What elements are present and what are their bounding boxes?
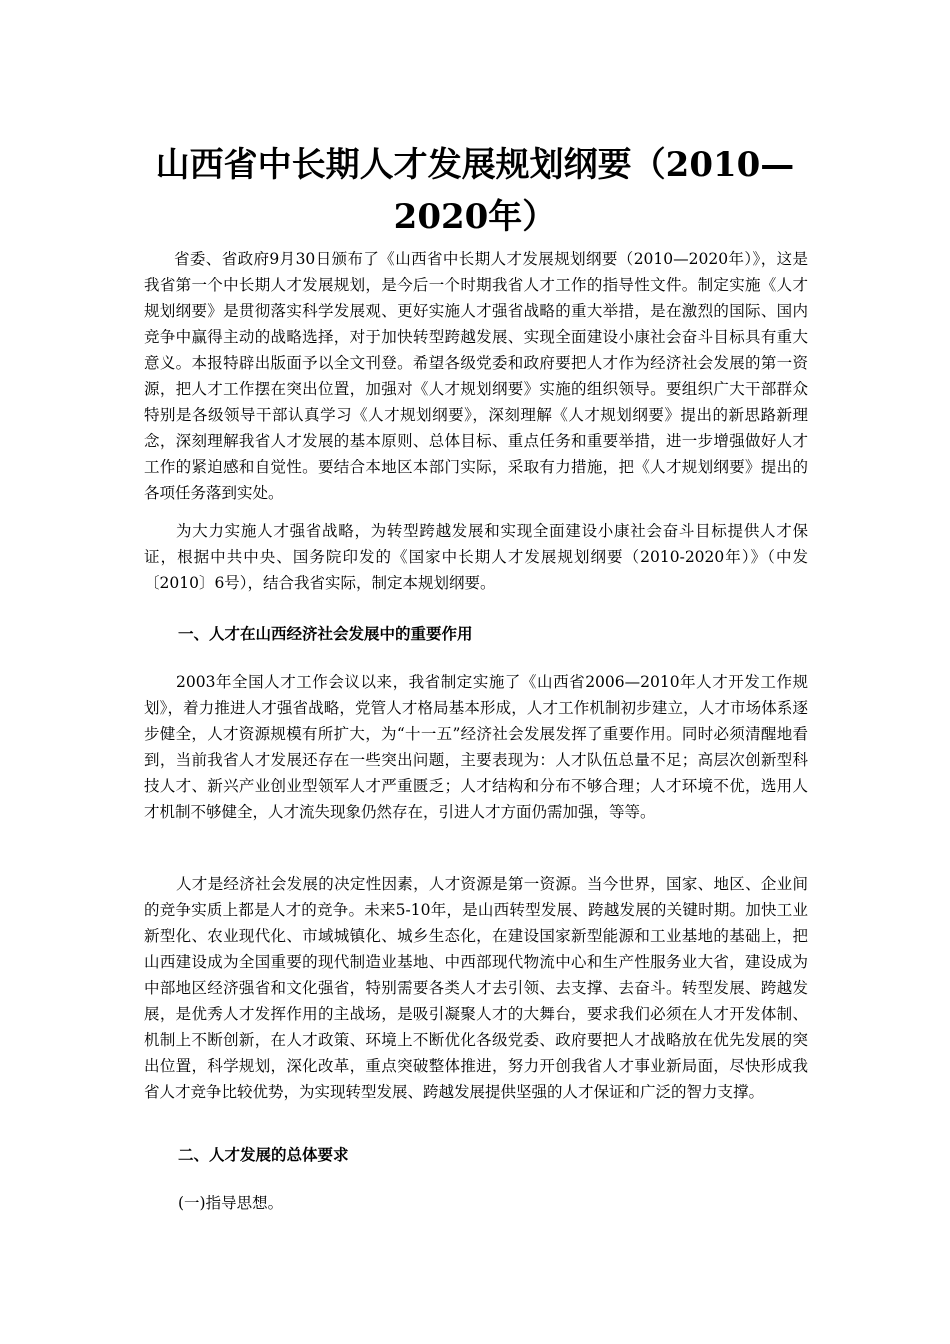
section-1-heading: 一、人才在山西经济社会发展中的重要作用 [178,625,473,643]
section-1-paragraph-1: 2003年全国人才工作会议以来，我省制定实施了《山西省2006—2010年人才开发工作规划》，着力推进人才强省战略，党管人才格局基本形成，人才工作机制初步建立，人才市场体系逐步健全，人才资源规模有所扩大，为“十一五”经济社会发展发挥了重要作用。同时必须清醒地看到，当前我省人才发展还存在一些突出问题，主要表现为：人才队伍总量不足；高层次创新型科技人才、新兴产业创业型领军人才严重匮乏；人才结构和分布不够合理；人才环境不优，选用人才机制不够健全，人才流失现象仍然存在，引进人才方面仍需加强，等等。 [144,673,808,821]
section-2-heading: 二、人才发展的总体要求 [178,1146,349,1164]
document-title: 山西省中长期人才发展规划纲要（2010—2020年） [155,145,795,237]
section-1-paragraph-2: 人才是经济社会发展的决定性因素，人才资源是第一资源。当今世界，国家、地区、企业间的竞争实质上都是人才的竞争。未来5-10年，是山西转型发展、跨越发展的关键时期。加快工业新型化、农业现代化、市域城镇化、城乡生态化，在建设国家新型能源和工业基地的基础上，把山西建设成为全国重要的现代制造业基地、中西部现代物流中心和生产性服务业大省，建设成为中部地区经济强省和文化强省，特别需要各类人才去引领、去支撑、去奋斗。转型发展、跨越发展，是优秀人才发挥作用的主战场，是吸引凝聚人才的大舞台，要求我们必须在人才开发体制、机制上不断创新，在人才政策、环境上不断优化各级党委、政府要把人才战略放在优先发展的突出位置，科学规划，深化改革，重点突破整体推进，努力开创我省人才事业新局面，尽快形成我省人才竞争比较优势，为实现转型发展、跨越发展提供坚强的人才保证和广泛的智力支撑。 [144,875,808,1101]
preamble-paragraph: 为大力实施人才强省战略，为转型跨越发展和实现全面建设小康社会奋斗目标提供人才保证，根据中共中央、国务院印发的《国家中长期人才发展规划纲要（2010-2020年）》（中发〔2010〕6号），结合我省实际，制定本规划纲要。 [144,522,808,592]
section-2-subheading-1: (一)指导思想。 [178,1194,284,1212]
intro-note-paragraph: 省委、省政府9月30日颁布了《山西省中长期人才发展规划纲要（2010—2020年）》，这是我省第一个中长期人才发展规划，是今后一个时期我省人才工作的指导性文件。制定实施《人才规划纲要》是贯彻落实科学发展观、更好实施人才强省战略的重大举措，是在激烈的国际、国内竞争中赢得主动的战略选择，对于加快转型跨越发展、实现全面建设小康社会奋斗目标具有重大意义。本报特辟出版面予以全文刊登。希望各级党委和政府要把人才作为经济社会发展的第一资源，把人才工作摆在突出位置，加强对《人才规划纲要》实施的组织领导。要组织广大干部群众特别是各级领导干部认真学习《人才规划纲要》，深刻理解《人才规划纲要》提出的新思路新理念，深刻理解我省人才发展的基本原则、总体目标、重点任务和重要举措，进一步增强做好人才工作的紧迫感和自觉性。要结合本地区本部门实际，采取有力措施，把《人才规划纲要》提出的各项任务落到实处。 [144,250,808,502]
